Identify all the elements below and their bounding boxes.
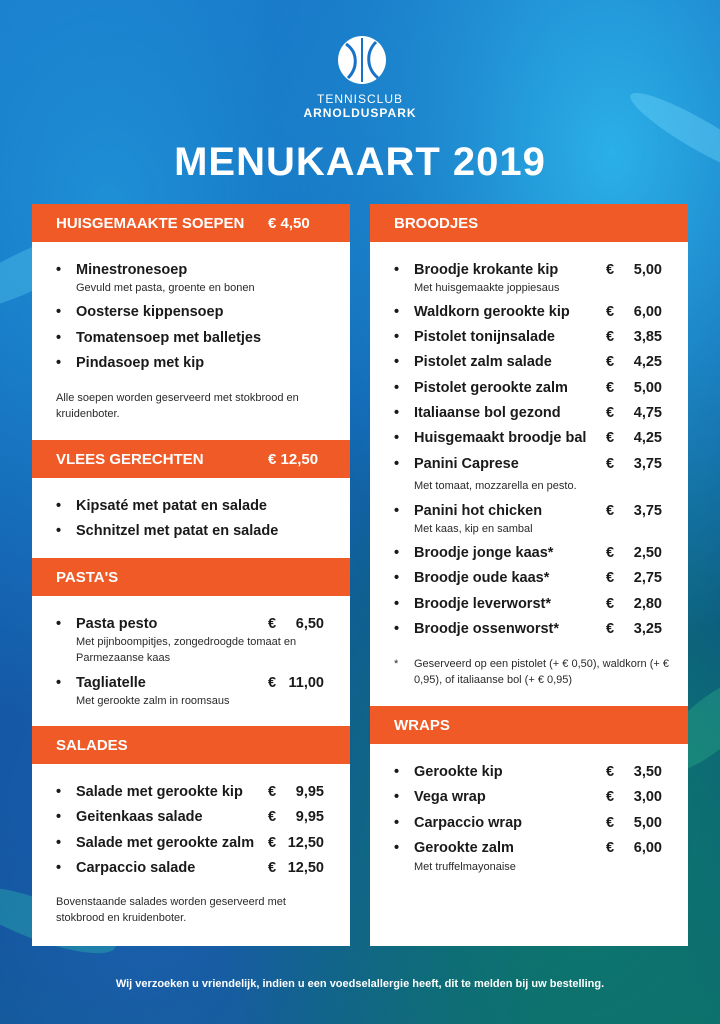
item-description: Gevuld met pasta, groente en bonen	[76, 282, 255, 294]
section-price: € 12,50	[268, 450, 319, 468]
item-description: Met truffelmayonaise	[414, 861, 516, 873]
section-title: SALADES	[56, 736, 128, 754]
item-description: Met pijnboompitjes, zongedroogde tomaat en Parmezaanse kaas	[76, 636, 297, 664]
section-title: HUISGEMAAKTE SOEPEN	[56, 214, 245, 232]
section-title: BROODJES	[394, 214, 479, 232]
left-menu-panel: HUISGEMAAKTE SOEPEN € 4,50 • Minestronesoep Gevuld met pasta, groente en bonen • Oosterse kippensoep • Tomatensoep met balletjes • Pindasoep met kip Alle soepen worden geserveerd met stokbrood en kruidenboter. VLEES GERECHTEN € 12,50 • Kipsaté met patat en salade • Schnitzel met patat en salade PASTA'S • Pasta pesto € 6,50 Met pijnboompitjes, zongedroogde tomaat en Parmezaanse kaas • Tagliatelle € 11,00 Met gerookte zalm in roomsaus SALADES • Salade met gerookte kip € 9,95 • Geitenkaas salade € 9,95 • Salade met gerookte zalm € 12,50 • Carpaccio salade € 12,50 Bovenstaande salades worden geserveerd met stokbrood en kruidenboter.	[32, 204, 350, 946]
footnote-text: Geserveerd op een pistolet (+ € 0,50), waldkorn (+ € 0,95), of italiaanse bol (+ € 0,95)	[414, 658, 669, 686]
section-title: WRAPS	[394, 716, 450, 734]
club-name-line1: TENNISCLUB	[316, 92, 403, 106]
item-description: Met huisgemaakte joppiesaus	[414, 282, 560, 294]
allergy-footer-note: Wij verzoeken u vriendelijk, indien u een voedselallergie heeft, dit te melden bij uw bestelling.	[115, 978, 605, 990]
section-header-vlees	[32, 440, 350, 478]
section-header-broodjes	[370, 204, 688, 242]
section-header-salades	[32, 726, 350, 764]
section-header-wraps	[370, 706, 688, 744]
section-note: Bovenstaande salades worden geserveerd met stokbrood en kruidenboter.	[56, 896, 286, 924]
tennis-ball-logo-icon	[336, 34, 388, 86]
section-price: € 4,50	[268, 214, 310, 232]
item-description: Met kaas, kip en sambal	[414, 523, 533, 535]
club-name-line2: ARNOLDUSPARK	[303, 106, 417, 120]
item-description: Met gerookte zalm in roomsaus	[76, 695, 230, 707]
section-note: Alle soepen worden geserveerd met stokbrood en kruidenboter.	[56, 392, 299, 420]
section-title: VLEES GERECHTEN	[56, 450, 204, 468]
section-header-soepen	[32, 204, 350, 242]
footnote	[394, 656, 674, 688]
page-title: MENUKAART 2019	[174, 140, 546, 184]
item-description: Met tomaat, mozzarella en pesto.	[414, 480, 577, 492]
footnote-mark: *	[394, 658, 399, 670]
section-header-pasta	[32, 558, 350, 596]
right-menu-panel: BROODJES • Broodje krokante kip € 5,00 Met huisgemaakte joppiesaus • Waldkorn gerookte kip € 6,00 • Pistolet tonijnsalade € 3,85 • Pistolet zalm salade € 4,25 • Pistolet gerookte zalm € 5,00 • Italiaanse bol gezond € 4,75 • Huisgemaakt broodje bal € 4,25 • Panini Caprese € 3,75 Met tomaat, mozzarella en pesto. • Panini hot chicken € 3,75 Met kaas, kip en sambal • Broodje jonge kaas* € 2,50 • Broodje oude kaas* € 2,75 • Broodje leverworst* € 2,80 • Broodje ossenworst* € 3,25 * Geserveerd op een pistolet (+ € 0,50), waldkorn (+ € 0,95), of italiaanse bol (+ € 0,95) WRAPS • Gerookte kip € 3,50 • Vega wrap € 3,00 • Carpaccio wrap € 5,00 • Gerookte zalm € 6,00 Met truffelmayonaise	[370, 204, 688, 946]
section-title: PASTA'S	[56, 568, 119, 586]
